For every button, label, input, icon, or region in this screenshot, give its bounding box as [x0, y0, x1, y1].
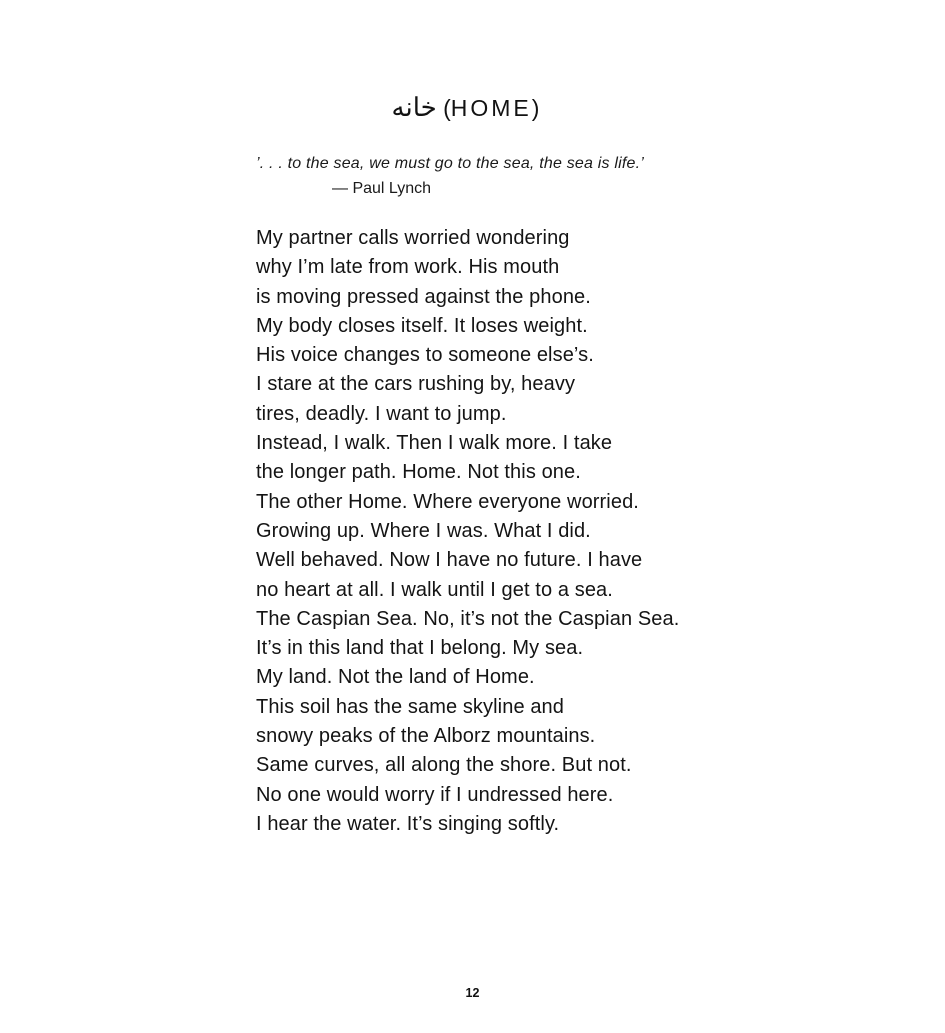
poem-line: Same curves, all along the shore. But not. [256, 754, 632, 777]
poem-line: tires, deadly. I want to jump. [256, 402, 507, 425]
poem-line: My body closes itself. It loses weight. [256, 314, 588, 337]
poem-line: It’s in this land that I belong. My sea. [256, 637, 584, 660]
poem-title-latin: (HOME) [443, 95, 540, 121]
poem-line: My partner calls worried wondering [256, 227, 570, 249]
poem-line: is moving pressed against the phone. [256, 285, 591, 308]
epigraph-attribution: — Paul Lynch [332, 180, 432, 197]
poem-line: no heart at all. I walk until I get to a sea. [256, 578, 613, 601]
poem-line: Growing up. Where I was. What I did. [256, 519, 591, 542]
poem-line: Well behaved. Now I have no future. I have [256, 549, 643, 572]
poem-line: why I’m late from work. His mouth [256, 256, 560, 279]
epigraph-quote: ’. . . to the sea, we must go to the sea, the sea is life.’ [256, 155, 644, 172]
poem [256, 224, 679, 839]
poem-line: I hear the water. It’s singing softly. [256, 812, 560, 835]
poem-line: I stare at the cars rushing by, heavy [256, 373, 576, 396]
poem-title [0, 92, 931, 123]
poem-line: The Caspian Sea. No, it’s not the Caspian Sea. [256, 607, 680, 630]
poem-line: snowy peaks of the Alborz mountains. [256, 725, 596, 748]
poem-line: No one would worry if I undressed here. [256, 783, 614, 806]
page-number: 12 [465, 986, 480, 1000]
epigraph [256, 151, 644, 201]
poem-line: This soil has the same skyline and [256, 695, 564, 718]
poem-line: Instead, I walk. Then I walk more. I take [256, 432, 613, 455]
poem-line: My land. Not the land of Home. [256, 666, 535, 689]
poem-line: The other Home. Where everyone worried. [256, 490, 639, 513]
poem-title-persian: خانه [391, 92, 437, 122]
poem-line: the longer path. Home. Not this one. [256, 461, 581, 484]
poem-line: His voice changes to someone else’s. [256, 344, 594, 367]
